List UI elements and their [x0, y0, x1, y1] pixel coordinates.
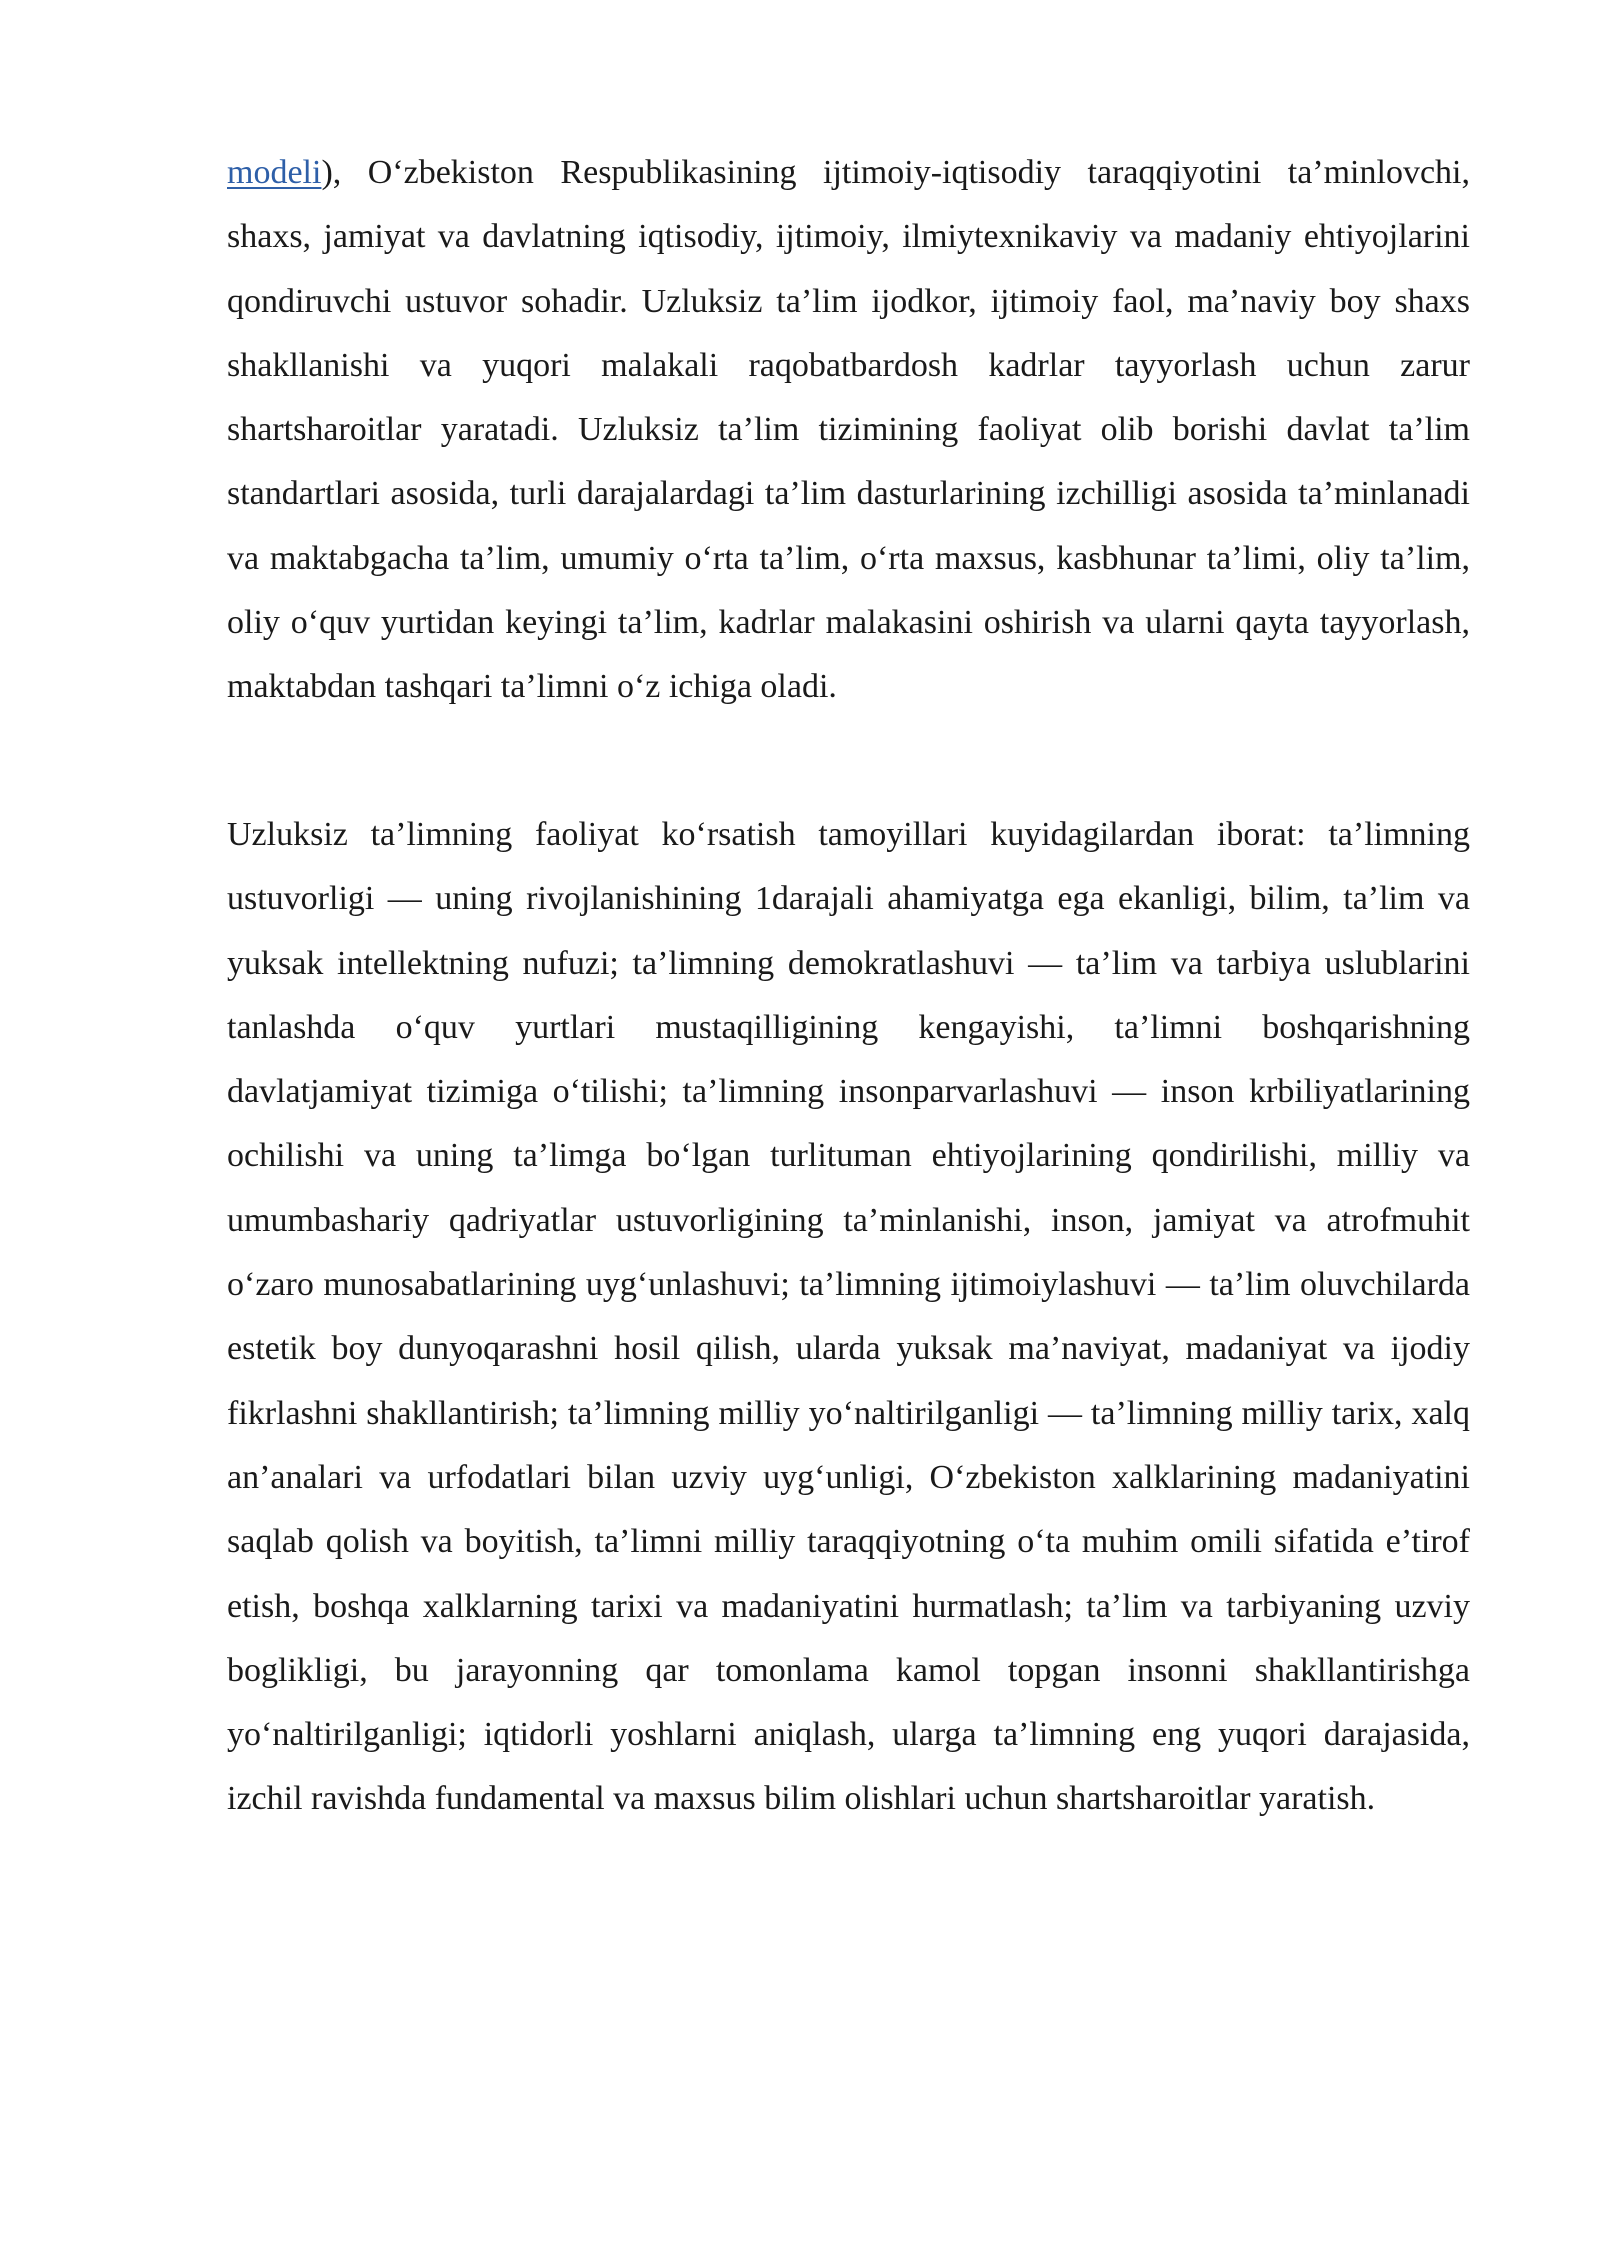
paragraph-2: Uzluksiz ta’limning faoliyat ko‘rsatish tamoyillari kuyidagilardan iborat: ta’limning ustuvorligi — uning rivojlanishining 1darajali ahamiyatga ega ekanligi, bilim, ta’lim va yuksak intellektning nufuzi; ta’limning demokratlashuvi — ta’lim va tarbiya uslublarini tanlashda o‘quv yurtlari mustaqilligining kengayishi, ta’limni boshqarishning davlatjamiyat tizimiga o‘tilishi; ta’limning insonparvarlashuvi — inson krbiliyatlarining ochilishi va uning ta’limga bo‘lgan turlituman ehtiyojlarining qondirilishi, milliy va umumbashariy qadriyatlar ustuvorligining ta’minlanishi, inson, jamiyat va atrofmuhit o‘zaro munosabatlarining uyg‘unlashuvi; ta’limning ijtimoiylashuvi — ta’lim oluvchilarda estetik boy dunyoqarashni hosil qilish, ularda yuksak ma’naviyat, madaniyat va ijodiy fikrlashni shakllantirish; ta’limning milliy yo‘naltirilganligi — ta’limning milliy tarix, xalq an’analari va urfodatlari bilan uzviy uyg‘unligi, O‘zbekiston xalklarining madaniyatini saqlab qolish va boyitish, ta’limni milliy taraqqiyotning o‘ta muhim omili sifatida e’tirof etish, boshqa xalklarning tarixi va madaniyatini hurmatlash; ta’lim va tarbiyaning uzviy boglikligi, bu jarayonning qar tomonlama kamol topgan insonni shakllantirishga yo‘naltirilganligi; iqtidorli yoshlarni aniqlash, ularga ta’limning eng yuqori darajasida, izchil ravishda fundamental va maxsus bilim olishlari uchun shartsharoitlar yaratish.	[227, 816, 1470, 1818]
paragraph-1-text: ), O‘zbekiston Respublikasining ijtimoiy-iqtisodiy taraqqiyotini ta’minlovchi, shaxs, jamiyat va davlatning iqtisodiy, ijtimoiy, ilmiytexnikaviy va madaniy ehtiyojlarini qondiruvchi ustuvor sohadir. Uzluksiz ta’lim ijodkor, ijtimoiy faol, ma’naviy boy shaxs shakllanishi va yuqori malakali raqobatbardosh kadrlar tayyorlash uchun zarur shartsharoitlar yaratadi. Uzluksiz ta’lim tizimining faoliyat olib borishi davlat ta’lim standartlari asosida, turli darajalardagi ta’lim dasturlarining izchilligi asosida ta’minlanadi va maktabgacha ta’lim, umumiy o‘rta ta’lim, o‘rta maxsus, kasbhunar ta’limi, oliy ta’lim, oliy o‘quv yurtidan keyingi ta’lim, kadrlar malakasini oshirish va ularni qayta tayyorlash, maktabdan tashqari ta’limni o‘z ichiga oladi.	[227, 154, 1470, 706]
modeli-link[interactable]: modeli	[227, 154, 322, 191]
paragraph-1	[227, 141, 1470, 720]
